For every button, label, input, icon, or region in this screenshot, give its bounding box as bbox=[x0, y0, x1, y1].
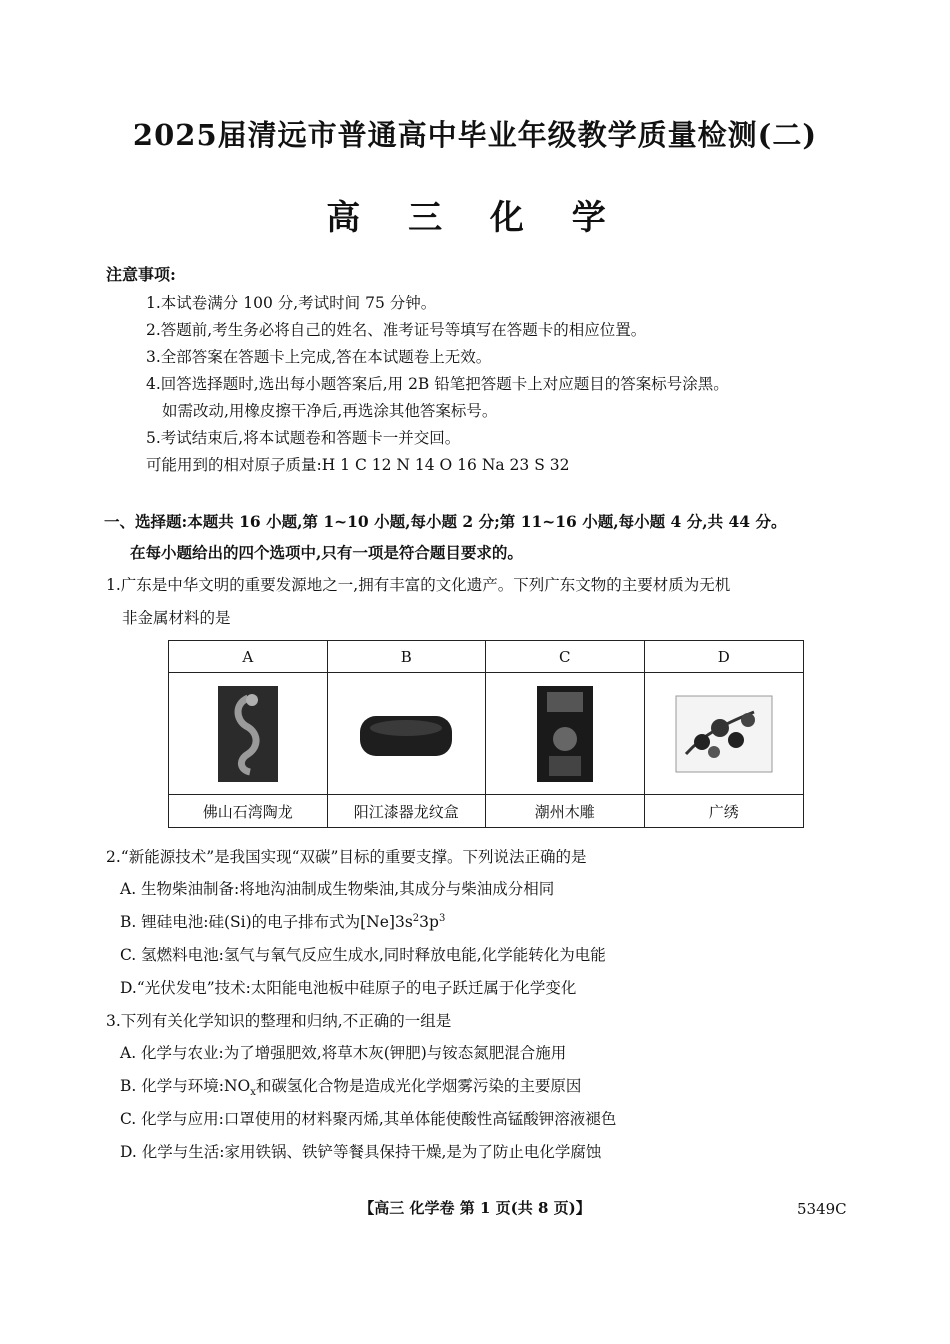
question-2-option-a: A. 生物柴油制备:将地沟油制成生物柴油,其成分与柴油成分相同 bbox=[120, 880, 555, 898]
paper-code: 5349C bbox=[797, 1200, 847, 1218]
subject-title: 高 三 化 学 bbox=[326, 198, 624, 238]
notice-item: 2.答题前,考生务必将自己的姓名、准考证号等填写在答题卡的相应位置。 bbox=[146, 321, 647, 339]
question-3-option-d: D. 化学与生活:家用铁锅、铁铲等餐具保持干燥,是为了防止电化学腐蚀 bbox=[120, 1143, 602, 1161]
embroidery-icon bbox=[674, 694, 774, 774]
section-heading: 一、选择题:本题共 16 小题,第 1~10 小题,每小题 2 分;第 11~16 小题,每小题 4 分,共 44 分。 bbox=[104, 512, 787, 531]
atomic-mass-line: 可能用到的相对原子质量:H 1 C 12 N 14 O 16 Na 23 S 32 bbox=[146, 456, 570, 474]
artifact-label-c: 潮州木雕 bbox=[486, 795, 645, 827]
table-header-c: C bbox=[486, 641, 645, 673]
table-header-b: B bbox=[328, 641, 487, 673]
artifact-image-ceramic-dragon bbox=[169, 673, 328, 795]
question-2-option-d: D.“光伏发电”技术:太阳能电池板中硅原子的电子跃迁属于化学变化 bbox=[120, 979, 577, 997]
question-3-option-a: A. 化学与农业:为了增强肥效,将草木灰(钾肥)与铵态氮肥混合施用 bbox=[120, 1044, 567, 1062]
notice-item: 如需改动,用橡皮擦干净后,再选涂其他答案标号。 bbox=[162, 402, 498, 420]
artifact-label-b: 阳江漆器龙纹盒 bbox=[328, 795, 487, 827]
question-1-stem-cont: 非金属材料的是 bbox=[122, 609, 231, 627]
question-2-option-c: C. 氢燃料电池:氢气与氧气反应生成水,同时释放电能,化学能转化为电能 bbox=[120, 946, 606, 964]
question-3-option-b bbox=[120, 1074, 581, 1098]
artifact-label-a: 佛山石湾陶龙 bbox=[169, 795, 328, 827]
subscript: x bbox=[250, 1087, 256, 1099]
artifact-label-d: 广绣 bbox=[708, 802, 739, 821]
option-b-text: 3p bbox=[419, 913, 439, 931]
question-3-option-c: C. 化学与应用:口罩使用的材料聚丙烯,其单体能使酸性高锰酸钾溶液褪色 bbox=[120, 1110, 617, 1128]
option-b-text: B. 锂硅电池:硅(Si)的电子排布式为[Ne]3s bbox=[120, 913, 413, 931]
artifact-image-wood-carving bbox=[486, 673, 645, 795]
notice-item: 1.本试卷满分 100 分,考试时间 75 分钟。 bbox=[146, 294, 437, 312]
ceramic-dragon-icon bbox=[216, 684, 280, 784]
artifact-image-lacquer-box bbox=[328, 673, 487, 795]
question-2-stem: 2.“新能源技术”是我国实现“双碳”目标的重要支撑。下列说法正确的是 bbox=[106, 848, 587, 866]
table-header-a: A bbox=[169, 641, 328, 673]
notice-item: 3.全部答案在答题卡上完成,答在本试题卷上无效。 bbox=[146, 348, 492, 366]
question-2-option-b bbox=[120, 910, 445, 932]
page-footer: 【高三 化学卷 第 1 页(共 8 页)】 bbox=[359, 1199, 591, 1217]
question-3-stem: 3.下列有关化学知识的整理和归纳,不正确的一组是 bbox=[106, 1012, 452, 1030]
superscript: 3 bbox=[438, 912, 446, 924]
notice-item: 4.回答选择题时,选出每小题答案后,用 2B 铅笔把答题卡上对应题目的答案标号涂黑。 bbox=[146, 375, 729, 393]
option-b-text: B. 化学与环境:NO bbox=[120, 1077, 251, 1095]
option-b-text: 和碳氢化合物是造成光化学烟雾污染的主要原因 bbox=[255, 1077, 582, 1095]
question-1-stem: 1.广东是中华文明的重要发源地之一,拥有丰富的文化遗产。下列广东文物的主要材质为无机 bbox=[106, 576, 731, 594]
artifact-table bbox=[168, 640, 804, 828]
notice-item: 5.考试结束后,将本试题卷和答题卡一并交回。 bbox=[146, 429, 461, 447]
superscript: 2 bbox=[412, 912, 420, 924]
section-instruction: 在每小题给出的四个选项中,只有一项是符合题目要求的。 bbox=[130, 543, 523, 562]
wood-carving-icon bbox=[533, 684, 597, 784]
table-header-d: D bbox=[645, 641, 804, 673]
lacquer-box-icon bbox=[356, 702, 456, 766]
exam-title: 2025届清远市普通高中毕业年级教学质量检测(二) bbox=[132, 118, 818, 152]
notice-heading: 注意事项: bbox=[106, 265, 176, 284]
artifact-image-embroidery bbox=[645, 673, 804, 795]
